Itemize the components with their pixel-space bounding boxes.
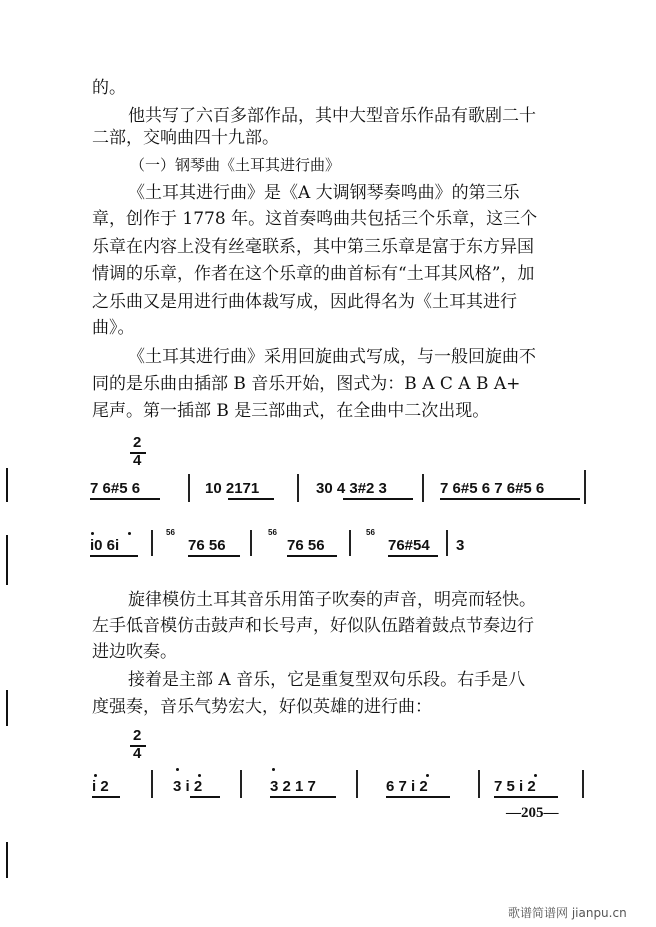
text-line: 章，创作于 1778 年。这首奏鸣曲共包括三个乐章，这三个 [92, 209, 538, 229]
beam [388, 555, 438, 557]
beam [343, 498, 413, 500]
time-signature-top: 2 [133, 727, 142, 744]
subheading: （一）钢琴曲《土耳其进行曲》 [130, 156, 341, 174]
text-line: 二部，交响曲四十九部。 [92, 128, 279, 148]
text-line: 的。 [92, 78, 126, 98]
octave-dot [426, 774, 429, 777]
scan-mark [6, 468, 8, 502]
time-signature-top: 2 [133, 434, 142, 451]
text-line: 同的是乐曲由插部 B 音乐开始，图式为：B A C A B A+ [92, 374, 521, 394]
barline [188, 474, 190, 502]
barline [584, 470, 586, 504]
grace-note: 56 [268, 528, 277, 537]
measure: 76 56 [188, 537, 226, 554]
octave-dot [128, 532, 131, 535]
grace-note: 56 [166, 528, 175, 537]
barline [240, 770, 242, 798]
measure: 3 2 1 7 [270, 778, 316, 795]
measure: i 2 [92, 778, 109, 795]
grace-note: 56 [366, 528, 375, 537]
beam [228, 498, 274, 500]
barline [250, 530, 252, 556]
beam [90, 498, 160, 500]
time-signature-bottom: 4 [133, 745, 142, 762]
measure: 3 [456, 537, 465, 554]
scan-mark [6, 535, 8, 585]
beam [270, 796, 336, 798]
barline [151, 770, 153, 798]
measure: 10 2171 [205, 480, 260, 497]
barline [349, 530, 351, 556]
beam [188, 555, 240, 557]
text-line: 《土耳其进行曲》是《A 大调钢琴奏鸣曲》的第三乐 [128, 183, 520, 203]
barline [478, 770, 480, 798]
text-line: 情调的乐章，作者在这个乐章的曲首标有“土耳其风格”，加 [92, 264, 535, 284]
scan-mark [6, 690, 8, 726]
measure: 30 4 3#2 3 [316, 480, 387, 497]
octave-dot [176, 768, 179, 771]
text-line: 左手低音模仿击鼓声和长号声，好似队伍踏着鼓点节奏边行 [92, 616, 534, 636]
time-signature-bottom: 4 [133, 452, 142, 469]
octave-dot [198, 774, 201, 777]
beam [90, 555, 138, 557]
octave-dot [272, 768, 275, 771]
beam [440, 498, 580, 500]
watermark: 歌谱简谱网 jianpu.cn [508, 906, 627, 920]
octave-dot [534, 774, 537, 777]
measure: i0 6i [90, 537, 120, 554]
text-line: 乐章在内容上没有丝毫联系，其中第三乐章是富于东方异国 [92, 237, 534, 257]
text-line: 尾声。第一插部 B 是三部曲式，在全曲中二次出现。 [92, 401, 490, 421]
measure: 76 56 [287, 537, 325, 554]
measure: 6 7 i 2 [386, 778, 428, 795]
measure: 3 i 2 [173, 778, 203, 795]
page-number: —205— [506, 805, 559, 821]
beam [386, 796, 450, 798]
measure: 7 6#5 6 7 6#5 6 [440, 480, 545, 497]
beam [287, 555, 337, 557]
barline [422, 474, 424, 502]
barline [297, 474, 299, 502]
measure: 7 5 i 2 [494, 778, 536, 795]
measure: 76#54 [388, 537, 430, 554]
text-line: 接着是主部 A 音乐，它是重复型双句乐段。右手是八 [128, 670, 526, 690]
text-line: 进边吹奏。 [92, 642, 177, 662]
beam [190, 796, 220, 798]
barline [356, 770, 358, 798]
barline [582, 770, 584, 798]
scan-mark [6, 842, 8, 878]
beam [92, 796, 120, 798]
text-line: 他共写了六百多部作品，其中大型音乐作品有歌剧二十 [128, 106, 536, 126]
text-line: 旋律模仿土耳其音乐用笛子吹奏的声音，明亮而轻快。 [128, 590, 536, 610]
measure: 7 6#5 6 [90, 480, 141, 497]
text-line: 度强奏，音乐气势宏大，好似英雄的进行曲： [92, 697, 432, 717]
octave-dot [91, 532, 94, 535]
barline [446, 530, 448, 556]
text-line: 《土耳其进行曲》采用回旋曲式写成，与一般回旋曲不 [128, 347, 536, 367]
barline [151, 530, 153, 556]
octave-dot [94, 774, 97, 777]
text-line: 曲》。 [92, 318, 135, 338]
beam [494, 796, 558, 798]
text-line: 之乐曲又是用进行曲体裁写成，因此得名为《土耳其进行 [92, 292, 517, 312]
